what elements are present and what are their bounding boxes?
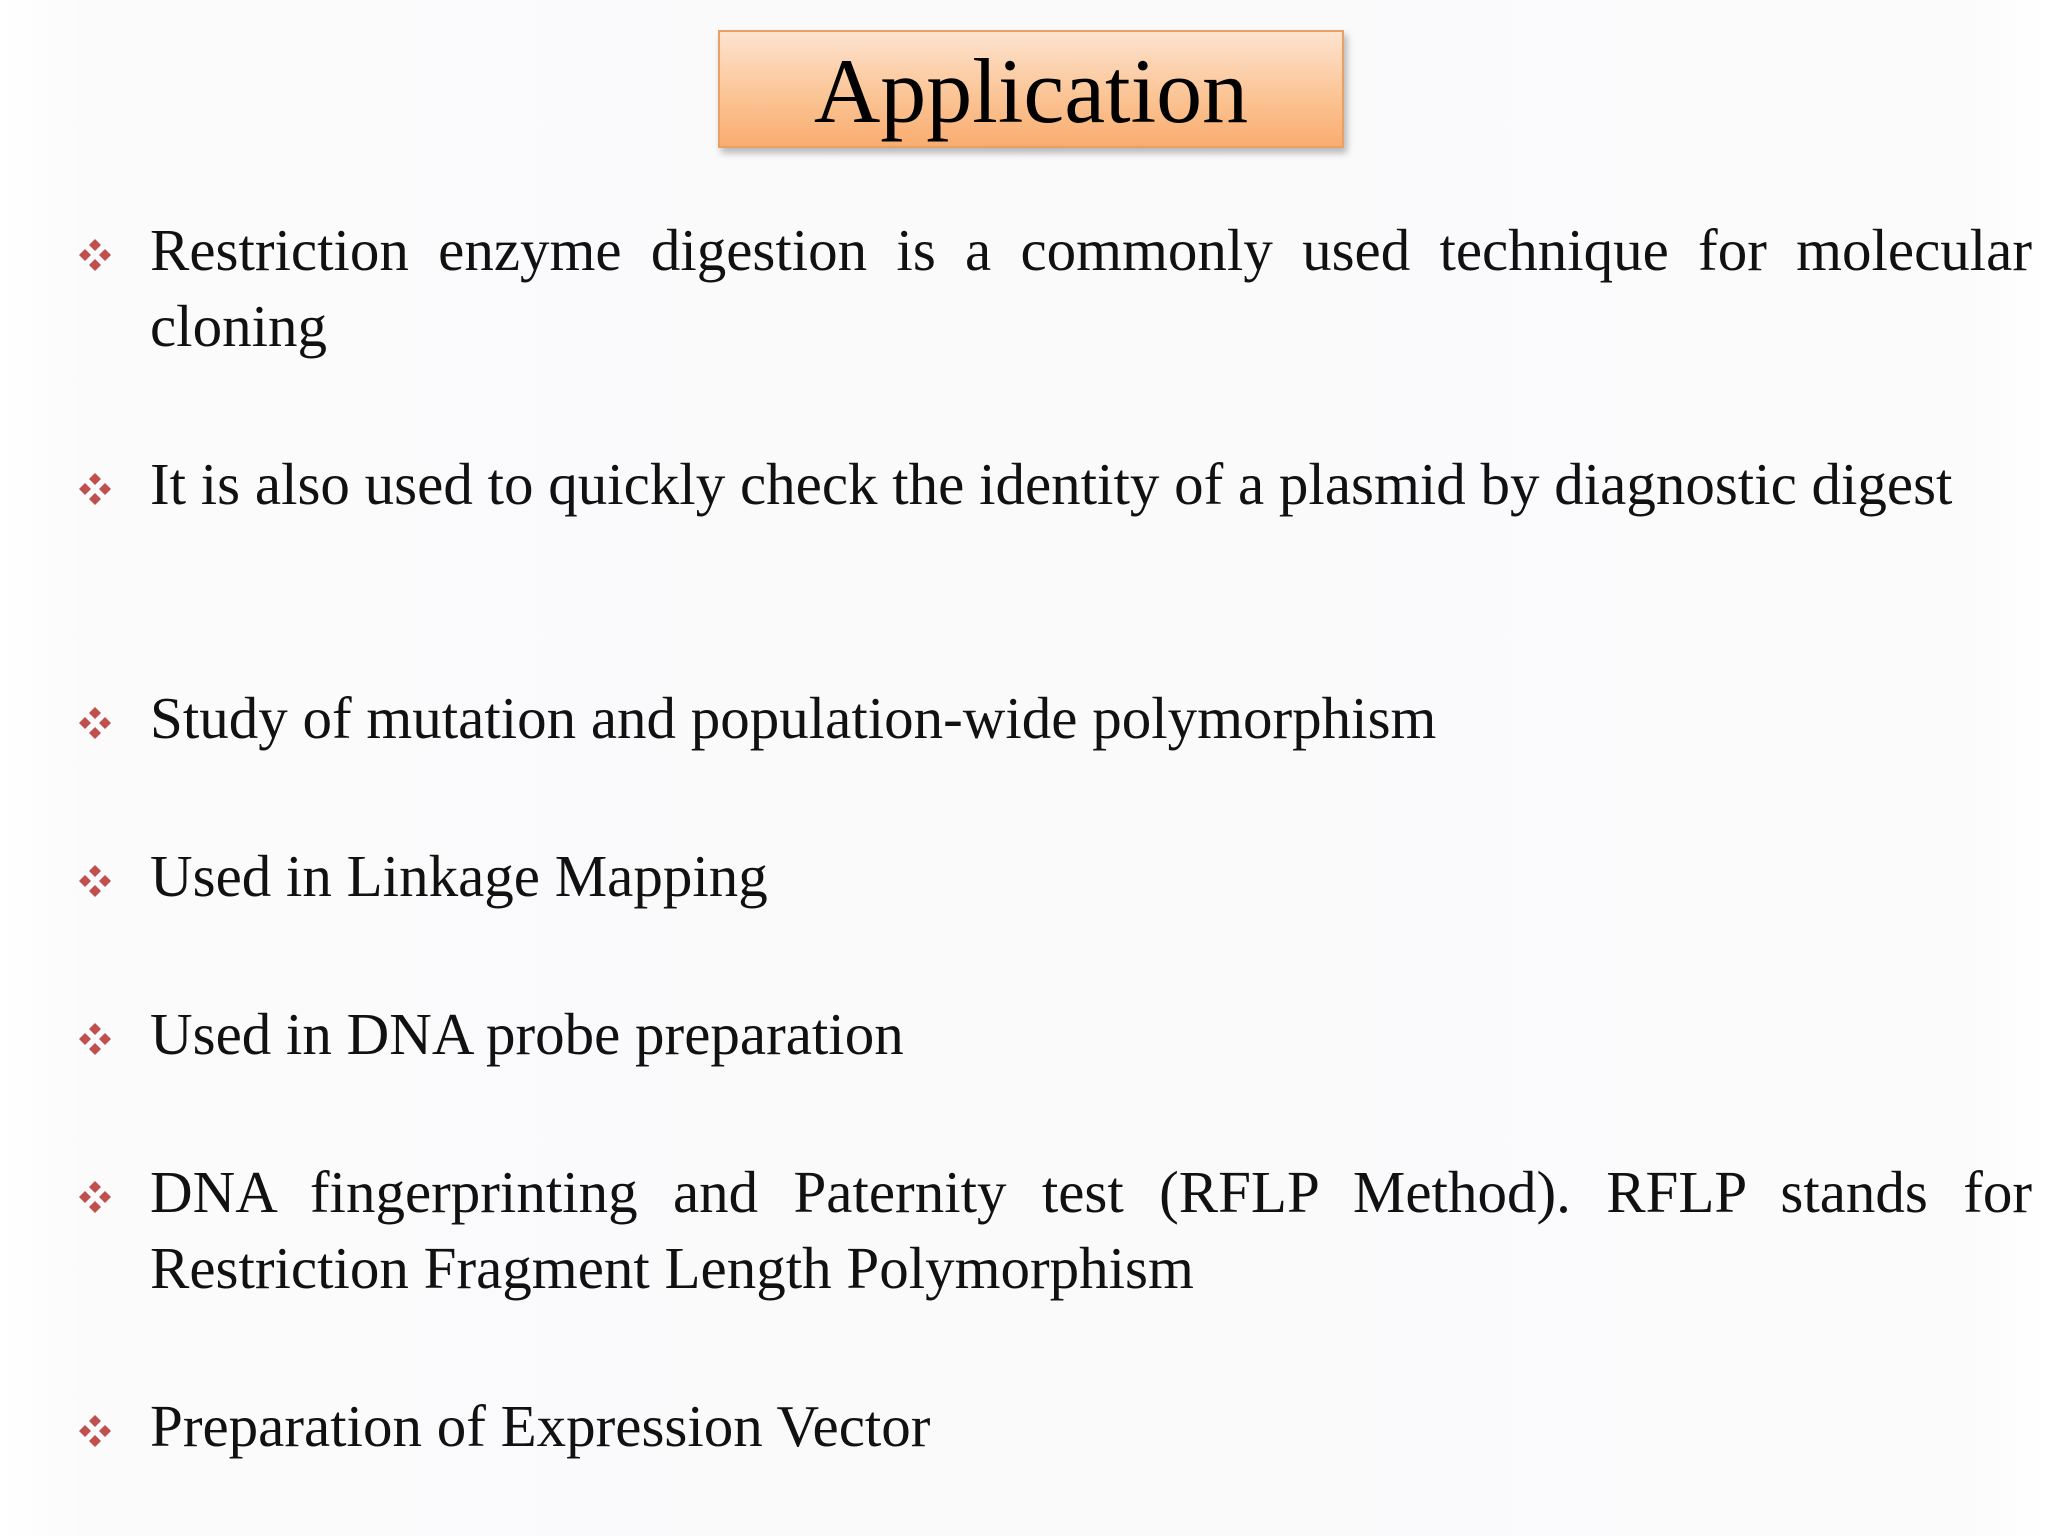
bullet-text: Study of mutation and population-wide polymorphism xyxy=(150,685,1437,751)
four-diamond-bullet-icon xyxy=(74,1176,116,1218)
bullet-text: DNA fingerprinting and Paternity test (RFLP Method). RFLP stands for Restriction Fragment Length Polymorphism xyxy=(150,1159,2032,1301)
four-diamond-bullet-icon xyxy=(74,468,116,510)
four-diamond-bullet-icon xyxy=(74,1018,116,1060)
bullet-text: It is also used to quickly check the identity of a plasmid by diagnostic digest xyxy=(150,451,1953,517)
four-diamond-bullet-icon xyxy=(74,1410,116,1452)
four-diamond-bullet-icon xyxy=(74,860,116,902)
bullet-text: Preparation of Expression Vector xyxy=(150,1393,931,1459)
bullet-text: Used in Linkage Mapping xyxy=(150,843,768,909)
four-diamond-bullet-icon xyxy=(74,234,116,276)
bullet-text: Used in DNA probe preparation xyxy=(150,1001,904,1067)
slide-title: Application xyxy=(813,40,1249,142)
bullet-text: Restriction enzyme digestion is a commonly used technique for molecular cloning xyxy=(150,217,2032,359)
four-diamond-bullet-icon xyxy=(74,702,116,744)
